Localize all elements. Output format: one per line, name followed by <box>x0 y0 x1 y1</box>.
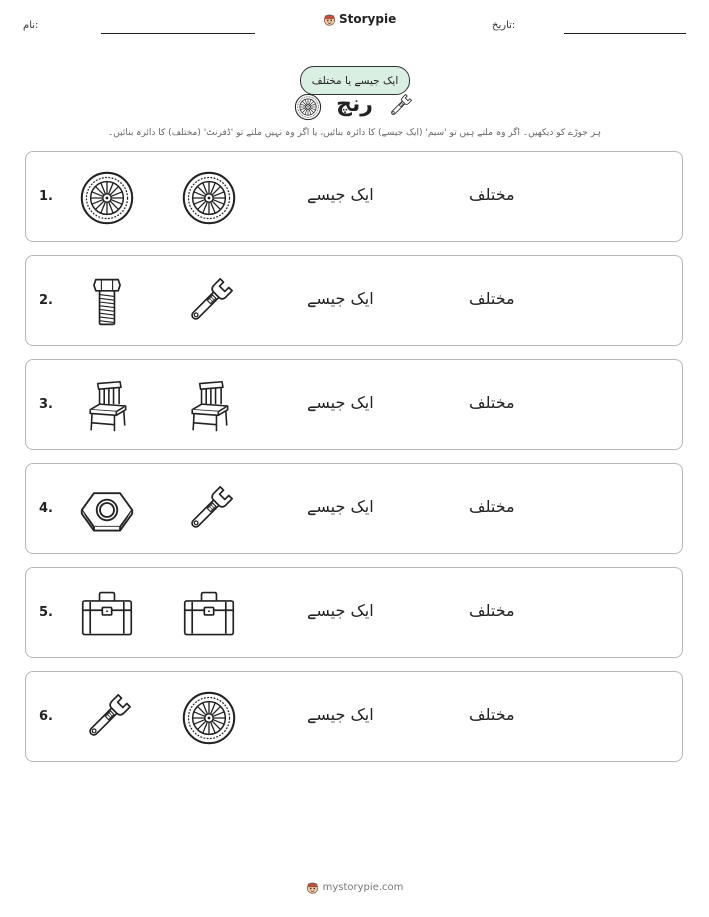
topic-pill: ایک جیسے یا مختلف <box>300 66 410 95</box>
question-number: 4. <box>39 501 53 516</box>
same-option[interactable]: ایک جیسے <box>307 289 374 308</box>
question-row-3 <box>25 359 683 450</box>
instructions: ہر جوڑے کو دیکھیں۔ اگر وہ ملتے ہیں تو 'سیم' (ایک جیسے) کا دائرہ بنائیں، یا اگر وہ نہیں ملتے تو 'ڈفرنٹ' (مختلف) کا دائرہ بنائیں۔ <box>108 128 601 138</box>
wrench-icon <box>181 274 237 330</box>
same-option[interactable]: ایک جیسے <box>307 185 374 204</box>
different-option[interactable]: مختلف <box>469 185 515 204</box>
question-number: 2. <box>39 293 53 308</box>
question-number: 5. <box>39 605 53 620</box>
same-option[interactable]: ایک جیسے <box>307 705 374 724</box>
page-title: رنچ <box>336 92 373 117</box>
brand-logo <box>323 12 396 26</box>
wheel-icon <box>181 690 237 746</box>
mascot-icon <box>306 881 319 894</box>
toolbox-icon <box>181 586 237 642</box>
same-option[interactable]: ایک جیسے <box>307 497 374 516</box>
different-option[interactable]: مختلف <box>469 705 515 724</box>
question-row-4 <box>25 463 683 554</box>
wrench-icon <box>386 92 414 120</box>
bolt-icon <box>79 274 135 330</box>
name-line[interactable] <box>101 33 255 34</box>
chair-icon <box>181 378 237 434</box>
question-number: 3. <box>39 397 53 412</box>
question-number: 1. <box>39 189 53 204</box>
footer <box>0 881 709 894</box>
same-option[interactable]: ایک جیسے <box>307 601 374 620</box>
question-row-1 <box>25 151 683 242</box>
different-option[interactable]: مختلف <box>469 393 515 412</box>
date-label: تاریخ: <box>492 20 516 31</box>
chair-icon <box>79 378 135 434</box>
wrench-icon <box>181 482 237 538</box>
different-option[interactable]: مختلف <box>469 601 515 620</box>
wheel-icon <box>181 170 237 226</box>
toolbox-icon <box>79 586 135 642</box>
question-row-5 <box>25 567 683 658</box>
wrench-icon <box>79 690 135 746</box>
same-option[interactable]: ایک جیسے <box>307 393 374 412</box>
question-number: 6. <box>39 709 53 724</box>
brand-name: Storypie <box>339 12 397 26</box>
question-row-2 <box>25 255 683 346</box>
footer-url[interactable]: mystorypie.com <box>322 882 404 893</box>
name-label: نام: <box>23 20 39 31</box>
date-line[interactable] <box>564 33 686 34</box>
wheel-icon <box>79 170 135 226</box>
different-option[interactable]: مختلف <box>469 497 515 516</box>
mascot-icon <box>323 13 336 26</box>
question-row-6 <box>25 671 683 762</box>
different-option[interactable]: مختلف <box>469 289 515 308</box>
hex-nut-icon <box>79 482 135 538</box>
